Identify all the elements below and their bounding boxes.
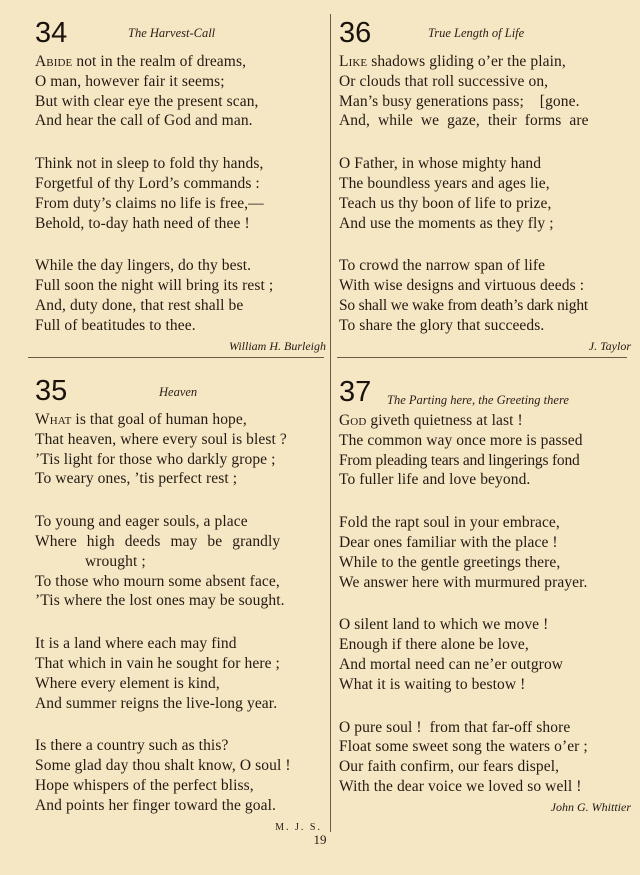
verse-line: While to the gentle greetings there, [339,553,561,571]
verse-line: wrought ; [85,552,146,570]
verse-line: To those who mourn some absent face, [35,572,280,590]
stanza [35,634,326,713]
stanza [35,512,326,611]
section-divider-right [337,357,627,358]
verse-line: While the day lingers, do thy best. [35,257,252,275]
verse-line: To weary ones, ’tis perfect rest ; [35,470,238,488]
verse-line: To young and eager souls, a place [35,513,248,531]
verse-line: With wise designs and virtuous deeds : [339,277,585,295]
stanza [339,154,631,233]
hymn-title: The Parting here, the Greeting there [387,393,569,407]
verse-line: O silent land to which we move ! [339,616,549,634]
verse-line: Dear ones familiar with the place ! [339,533,558,551]
stanza [339,52,631,131]
stanza [35,52,326,131]
hymn-35 [35,374,326,835]
verse-line: From pleading tears and lingerings fond [339,451,580,469]
stanza [35,410,326,489]
verse-line: To crowd the narrow span of life [339,257,546,275]
verse-line: O pure soul ! from that far-off shore [339,718,571,736]
verse-line: And hear the call of God and man. [35,112,253,130]
hymn-34 [35,16,326,353]
verse-line: And, duty done, that rest shall be [35,296,244,314]
first-word: What [35,411,72,428]
stanza [339,256,631,335]
hymn-author: William H. Burleigh [229,338,326,353]
verse-line: Where every element is kind, [35,674,220,692]
verse-line: O Father, in whose mighty hand [339,155,542,173]
verse-line: ’Tis light for those who darkly grope ; [35,450,276,468]
verse-line: And points her finger toward the goal. [35,796,276,814]
verse-line: With the dear voice we loved so well ! [339,777,582,795]
page-number: 19 [313,832,327,847]
verse-line: God giveth quietness at last ! [339,412,523,429]
verse-line: Man’s busy generations pass; [gone. [339,92,580,110]
verse-line: What is that goal of human hope, [35,411,247,428]
verse-line: So shall we wake from death’s dark night [339,296,588,314]
section-divider-left [28,357,324,358]
hymn-number: 36 [339,17,372,49]
hymn-author: M. J. S. [275,821,322,833]
stanza [339,513,631,592]
verse-line: Full of beatitudes to thee. [35,316,196,334]
verse-line: To share the glory that succeeds. [339,316,545,334]
verse-line: Like shadows gliding o’er the plain, [339,53,566,70]
verse-line: And summer reigns the live-long year. [35,694,278,712]
verse-line: But with clear eye the present scan, [35,92,259,110]
verse-line: And mortal need can ne’er outgrow [339,655,564,673]
hymn-header [339,16,631,52]
verse-line: It is a land where each may find [35,635,237,653]
verse-line: Forgetful of thy Lord’s commands : [35,174,260,192]
verse-line: Fold the rapt soul in your embrace, [339,514,560,532]
verse-line: The boundless years and ages lie, [339,174,550,192]
verse-line: That heaven, where every soul is blest ? [35,430,287,448]
verse-line: We answer here with murmured prayer. [339,573,588,591]
hymn-36 [339,16,631,353]
hymn-title: Heaven [159,385,198,399]
verse-line: Full soon the night will bring its rest ; [35,277,274,295]
verse-line: Behold, to-day hath need of thee ! [35,214,250,232]
verse-line: Is there a country such as this? [35,737,229,755]
verse-line: Think not in sleep to fold thy hands, [35,155,264,173]
stanza [339,411,631,490]
verse-line: Abide not in the realm of dreams, [35,53,247,70]
verse-line: Enough if there alone be love, [339,636,529,654]
verse-line: What it is waiting to bestow ! [339,675,526,693]
stanza [35,256,326,335]
verse-line: And use the moments as they fly ; [339,214,554,232]
verse-line: Some glad day thou shalt know, O soul ! [35,757,291,775]
hymn-number: 37 [339,376,372,408]
verse-line: And, while we gaze, their forms are [339,112,589,130]
hymn-title: True Length of Life [428,26,525,40]
verse-line: Or clouds that roll successive on, [339,72,549,90]
verse-line: From duty’s claims no life is free,— [35,194,264,212]
verse-line: Float some sweet song the waters o’er ; [339,738,588,756]
verse-line: Where high deeds may be grandly [35,532,281,550]
hymn-header [35,16,326,52]
stanza [339,718,631,797]
verse-line: That which in vain he sought for here ; [35,654,280,672]
first-word: Like [339,53,368,70]
hymn-number: 34 [35,17,68,49]
hymn-title: The Harvest-Call [128,26,216,40]
hymn-number: 35 [35,375,68,407]
verse-line: Teach us thy boon of life to prize, [339,194,552,212]
hymn-author: John G. Whittier [550,799,631,814]
stanza [35,736,326,815]
stanza [339,615,631,694]
first-word: Abide [35,53,73,70]
stanza [35,154,326,233]
verse-line: ’Tis where the lost ones may be sought. [35,592,285,610]
verse-line: The common way once more is passed [339,431,583,449]
first-word: God [339,412,367,429]
hymn-header [35,374,326,410]
column-divider [330,14,331,832]
verse-line: O man, however fair it seems; [35,72,225,90]
verse-line: To fuller life and love beyond. [339,471,531,489]
hymn-37 [339,376,631,814]
hymn-header [339,376,631,411]
verse-line: Our faith confirm, our fears dispel, [339,758,560,776]
verse-line: Hope whispers of the perfect bliss, [35,776,254,794]
hymn-author: J. Taylor [588,338,631,353]
